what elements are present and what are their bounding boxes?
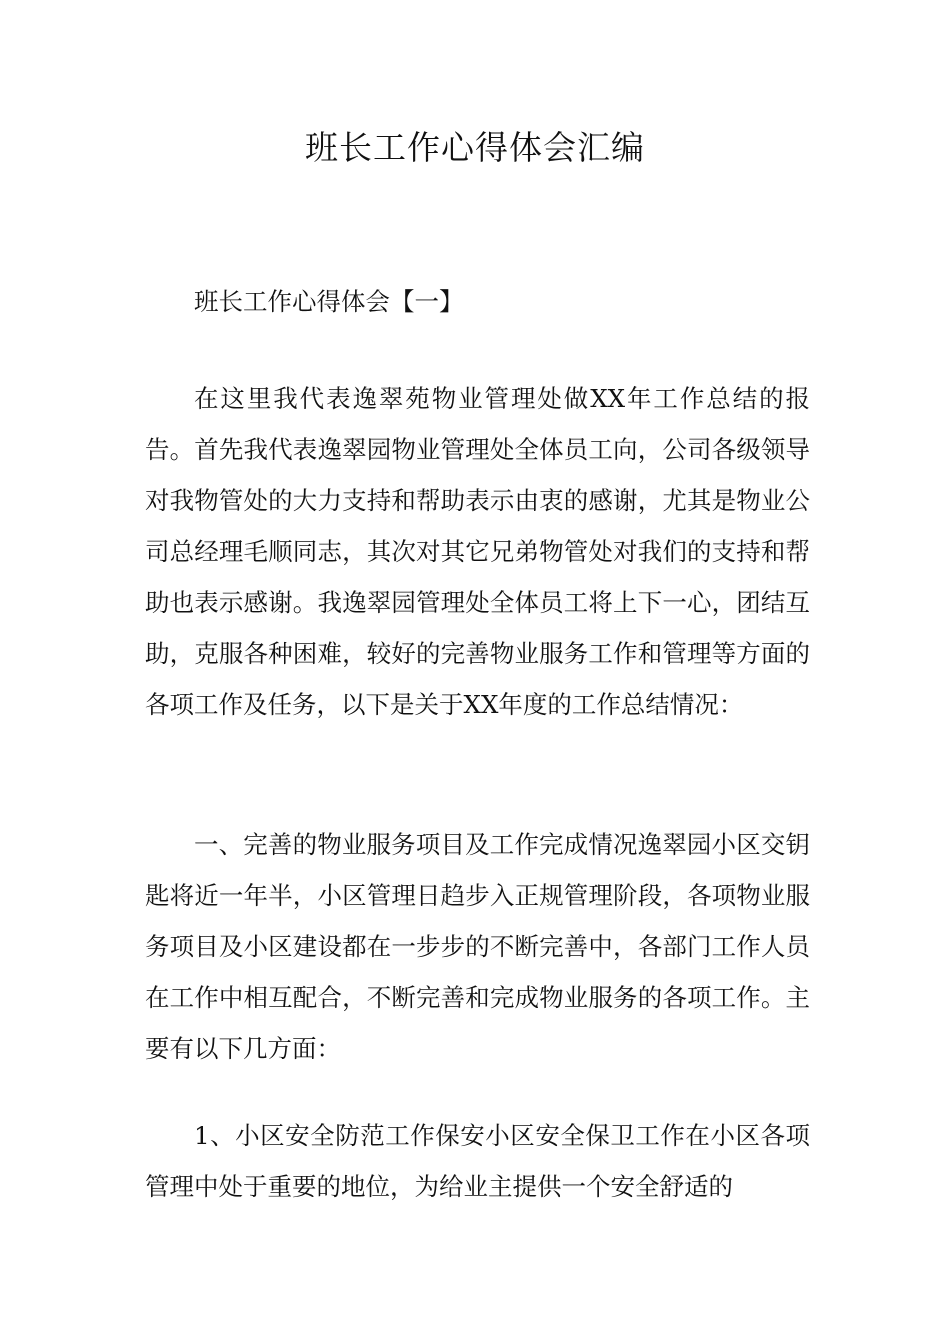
section-heading: 班长工作心得体会【一】 (194, 287, 464, 316)
paragraph-intro: 在这里我代表逸翠苑物业管理处做XX年工作总结的报告。首先我代表逸翠园物业管理处全体员工向，公司各级领导对我物管处的大力支持和帮助表示由衷的感谢，尤其是物业公司总经理毛顺同志，其次对其它兄弟物管处对我们的支持和帮助也表示感谢。我逸翠园管理处全体员工将上下一心，团结互助，克服各种困难，较好的完善物业服务工作和管理等方面的各项工作及任务，以下是关于XX年度的工作总结情况： (145, 384, 810, 719)
paragraph-item-one: 1、小区安全防范工作保安小区安全保卫工作在小区各项管理中处于重要的地位，为给业主提供一个安全舒适的 (145, 1121, 810, 1201)
paragraph-section-one: 一、完善的物业服务项目及工作完成情况逸翠园小区交钥匙将近一年半，小区管理日趋步入正规管理阶段，各项物业服务项目及小区建设都在一步步的不断完善中，各部门工作人员在工作中相互配合，不断完善和完成物业服务的各项工作。主要有以下几方面： (145, 830, 810, 1063)
document-title: 班长工作心得体会汇编 (305, 128, 645, 167)
